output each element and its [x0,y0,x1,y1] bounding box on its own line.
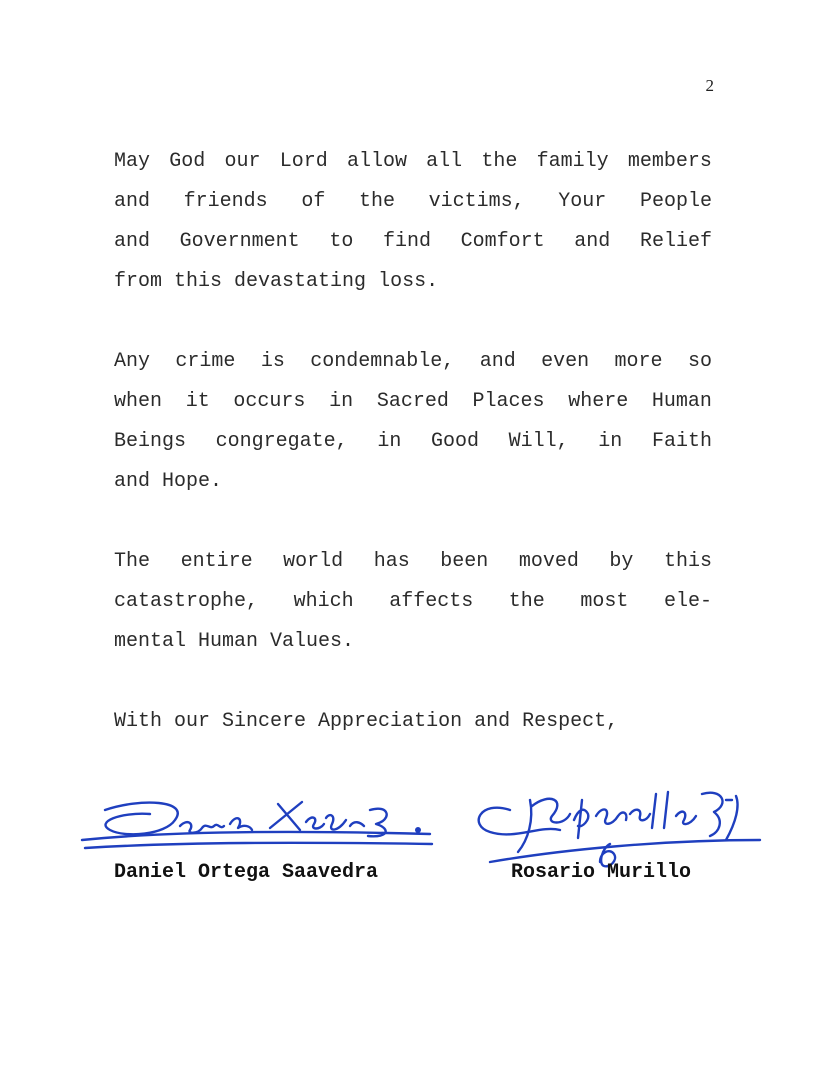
paragraph [114,702,712,742]
signature-murillo [470,770,770,880]
paragraph [114,542,712,662]
word: in [329,390,354,413]
text-line [114,222,712,262]
word: occurs [233,390,306,413]
word: Human [198,630,259,653]
word: People [639,190,712,213]
word: the [481,150,518,173]
word: family [536,150,609,173]
word: Beings [114,430,187,453]
word: the [508,590,545,613]
word: Appreciation [318,710,463,733]
word: all [426,150,463,173]
text-line [114,542,712,582]
word: of [301,190,326,213]
paragraph [114,342,712,502]
word: congregate, [215,430,348,453]
word: more [614,350,663,373]
word: world [283,550,344,573]
word: members [627,150,712,173]
word: ele- [663,590,712,613]
word: which [293,590,354,613]
word: Comfort [460,230,545,253]
word: The [114,550,151,573]
paragraph [114,142,712,302]
word: Government [179,230,300,253]
word: Any [114,350,151,373]
word: so [687,350,712,373]
word: this [174,270,223,293]
text-line [114,142,712,182]
word: in [377,430,402,453]
word: even [541,350,590,373]
word: and [574,230,611,253]
text-line [114,422,712,462]
word: when [114,390,163,413]
word: Faith [651,430,712,453]
word: catastrophe, [114,590,259,613]
word: and [114,190,151,213]
word: allow [346,150,407,173]
word: Places [472,390,545,413]
signer-name-ortega: Daniel Ortega Saavedra [114,861,379,884]
word: our [174,710,211,733]
word: affects [389,590,474,613]
word: and [114,470,151,493]
word: by [609,550,634,573]
text-line [114,262,712,302]
word: victims, [428,190,525,213]
word: Relief [639,230,712,253]
word: most [580,590,629,613]
text-line [114,582,712,622]
signer-name-murillo: Rosario Murillo [511,861,692,884]
word: is [260,350,285,373]
word: where [568,390,629,413]
word: Hope. [162,470,223,493]
word: in [598,430,623,453]
word: friends [183,190,268,213]
word: to [329,230,354,253]
text-line [114,702,712,742]
word: Your [558,190,607,213]
word: the [358,190,395,213]
page-number: 2 [705,76,714,95]
word: this [663,550,712,573]
word: devastating [234,270,367,293]
word: Values. [270,630,355,653]
word: and [474,710,511,733]
word: has [373,550,410,573]
word: and [479,350,516,373]
word: crime [175,350,236,373]
word: from [114,270,163,293]
word: moved [518,550,579,573]
text-line [114,382,712,422]
word: and [114,230,151,253]
text-line [114,462,712,502]
word: find [382,230,431,253]
signature-ortega [80,790,440,860]
word: it [185,390,210,413]
word: loss. [378,270,439,293]
word: entire [180,550,253,573]
word: God [169,150,206,173]
word: Good [430,430,479,453]
word: mental [114,630,187,653]
word: been [440,550,489,573]
letter-body [114,142,712,782]
word: Sincere [222,710,307,733]
word: Sacred [376,390,449,413]
word: Will, [508,430,569,453]
word: May [114,150,151,173]
text-line [114,182,712,222]
word: With [114,710,163,733]
word: our [224,150,261,173]
word: Human [651,390,712,413]
word: condemnable, [310,350,455,373]
word: Lord [279,150,328,173]
word: Respect, [522,710,619,733]
text-line [114,622,712,662]
text-line [114,342,712,382]
